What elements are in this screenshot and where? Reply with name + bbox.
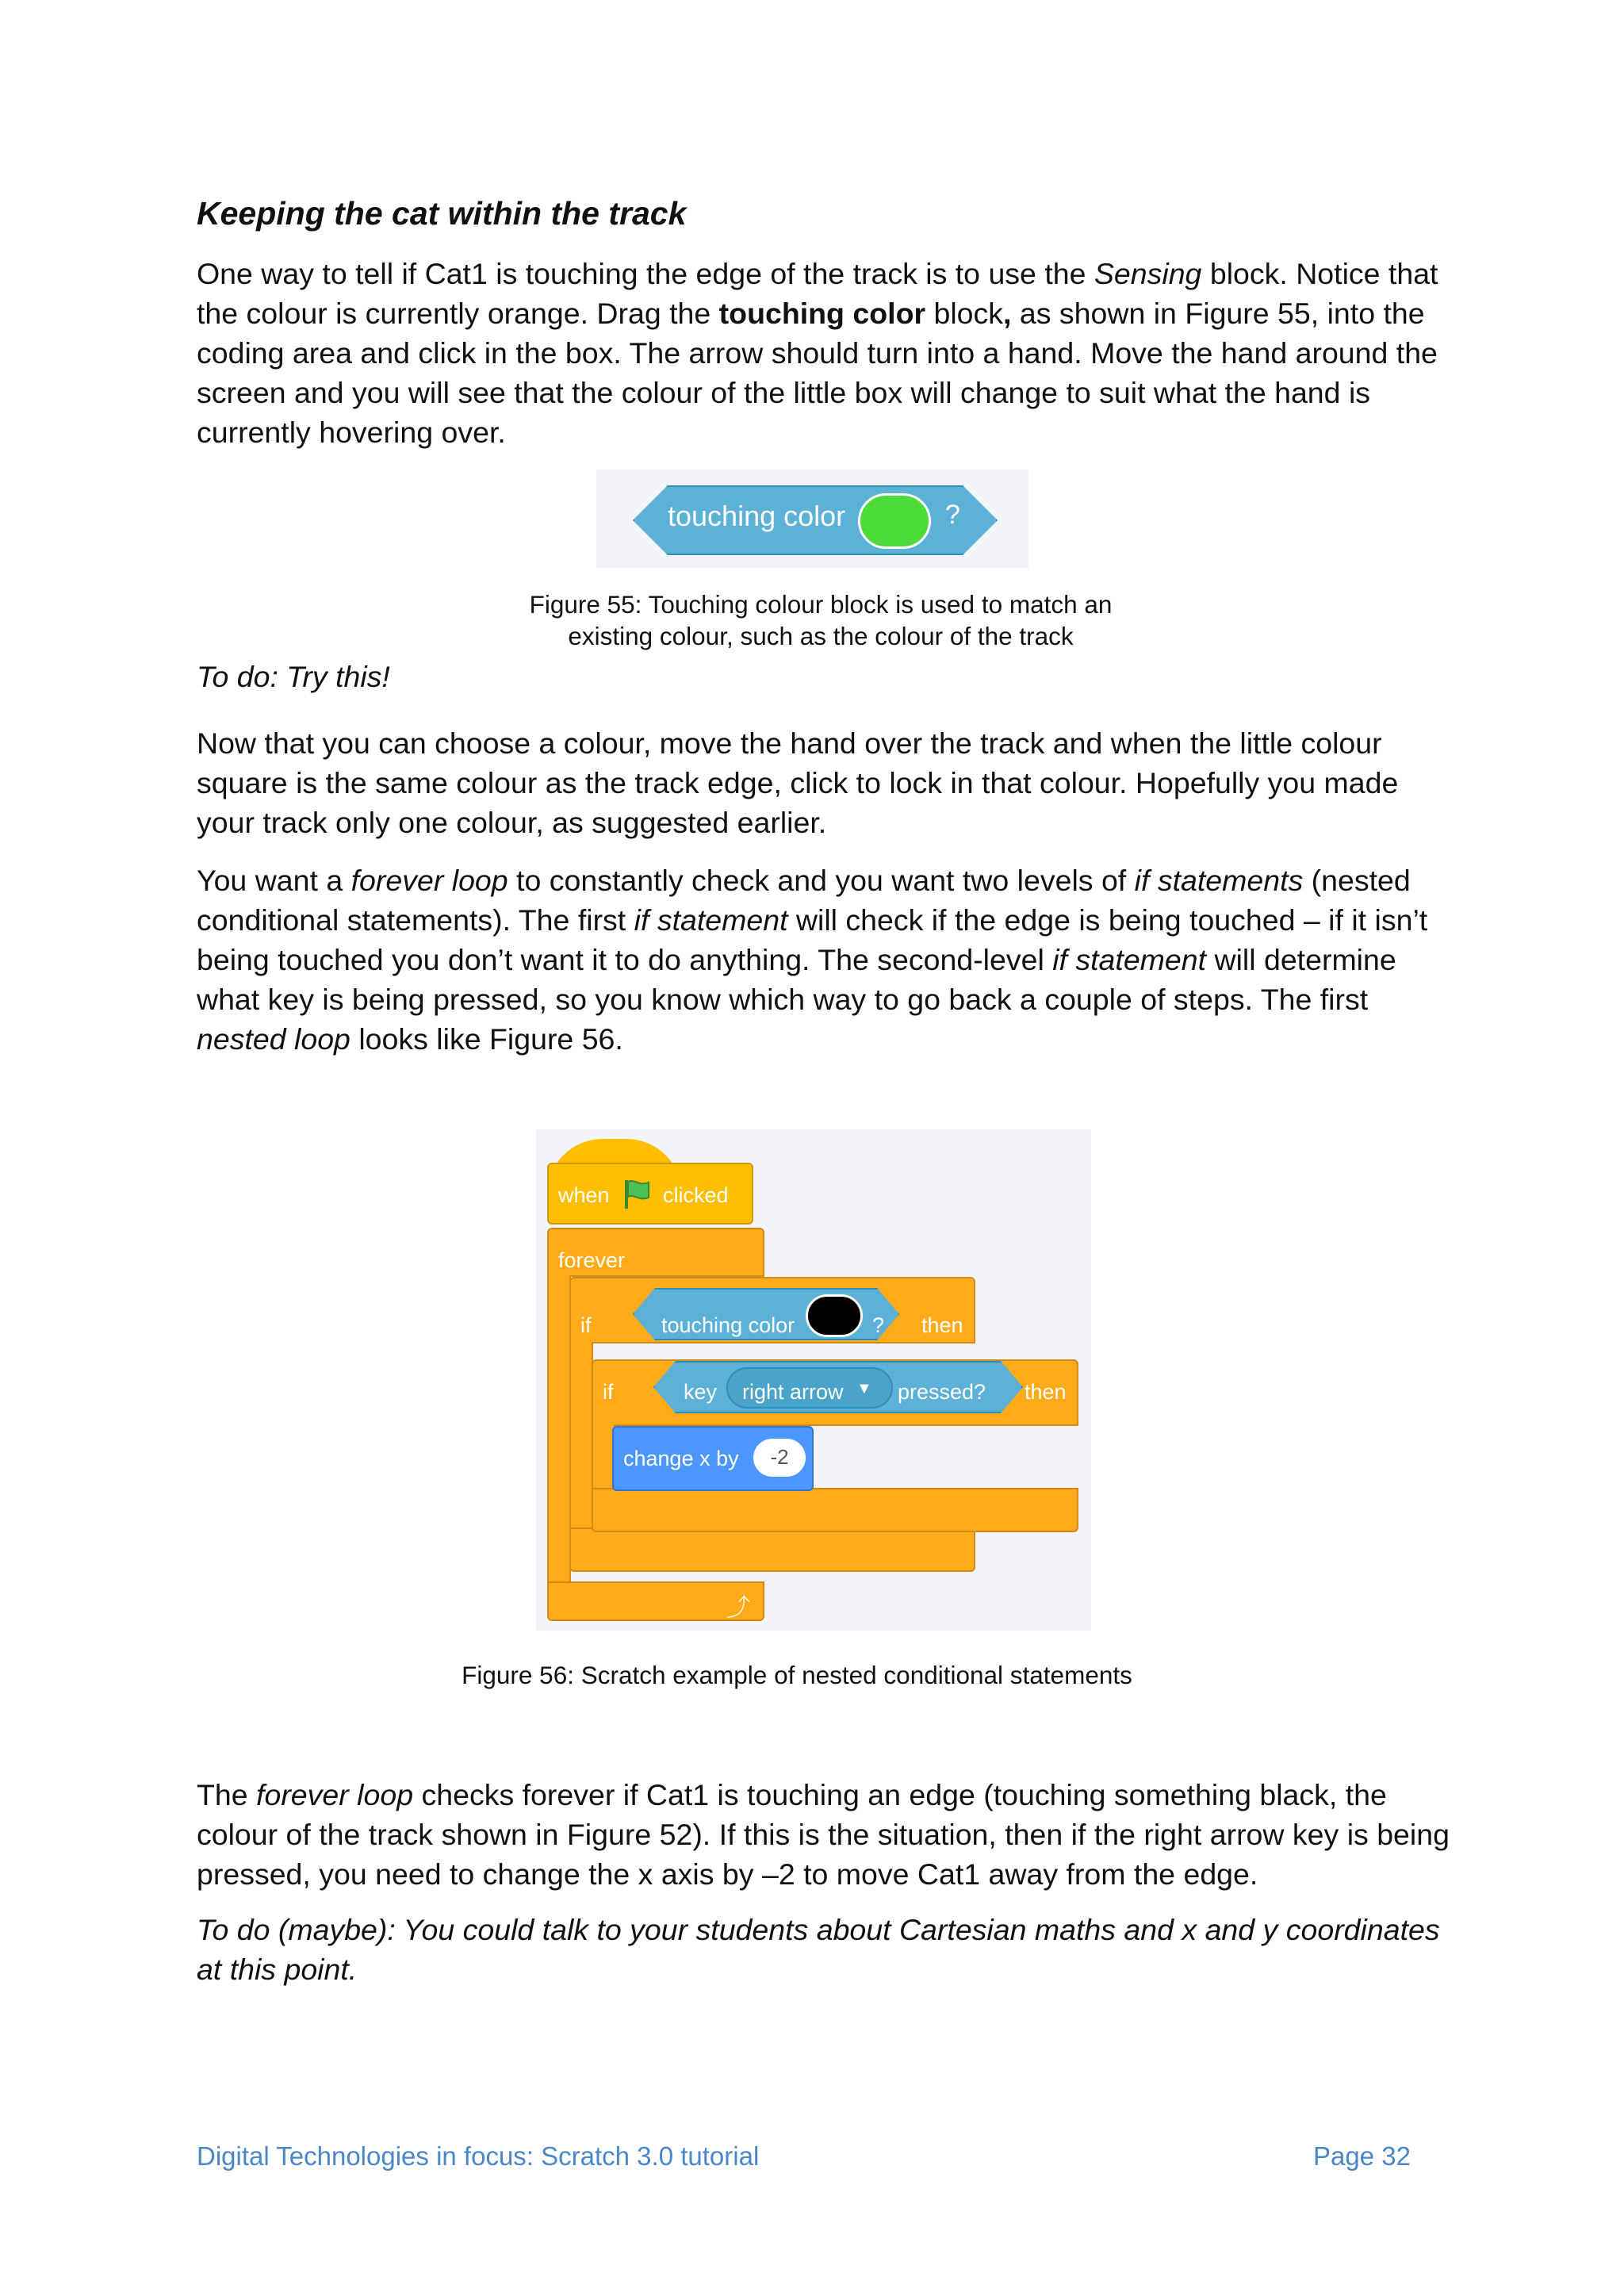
figure-55-caption <box>476 588 1166 652</box>
pressed-label: pressed? <box>898 1380 986 1404</box>
dropdown-arrow-icon: ▼ <box>856 1380 872 1397</box>
text-run: (nested conditional statements). The first <box>197 864 1411 937</box>
emphasis-if-statements: if statements <box>1134 864 1304 897</box>
todo-try-this: To do: Try this! <box>197 660 390 693</box>
text-run: One way to tell if Cat1 is touching the edge of the track is to use the <box>197 257 1094 290</box>
emphasis-if-statement: if statement <box>634 903 788 937</box>
text-run: will determine what key is being pressed, so you know which way to go back a couple of steps. The first <box>197 943 1396 1016</box>
clicked-label: clicked <box>663 1183 729 1207</box>
text-run: will check if the edge is being touched – if it isn’t being touched you don’t want it to do anything. The second-level <box>197 903 1428 976</box>
forever-label: forever <box>558 1248 626 1272</box>
if-label: if <box>580 1313 592 1337</box>
if-block-outer-arm <box>569 1342 593 1529</box>
green-flag-icon <box>622 1179 652 1210</box>
touching-color-label: touching color <box>661 1313 795 1337</box>
paragraph-choose-colour: Now that you can choose a colour, move the hand over the track and when the little colour square is the same colour as the track edge, click to lock in that colour. Hopefully you made your track only one colour, as suggested earlier. <box>197 726 1399 839</box>
figure-56-scratch-script <box>536 1129 1091 1631</box>
text-run: block. Notice that the colour is currently orange. Drag the <box>197 257 1438 330</box>
text-run: looks like Figure 56. <box>350 1022 623 1056</box>
change-x-by-label: change x by <box>623 1447 739 1470</box>
paragraph-forever-checks <box>197 1775 1450 1894</box>
if-block-outer-bottom <box>569 1527 975 1572</box>
text-run: block <box>925 297 1004 330</box>
text-run: The <box>197 1778 257 1811</box>
then-label: then <box>1025 1380 1067 1404</box>
text-run: to constantly check and you want two levels of <box>508 864 1135 897</box>
todo-maybe: To do (maybe): You could talk to your students about Cartesian maths and x and y coordinates at this point. <box>197 1913 1440 1986</box>
when-label: when <box>558 1183 610 1207</box>
green-color-swatch <box>858 493 931 549</box>
change-value-input: -2 <box>753 1439 806 1477</box>
caption-line: Figure 55: Touching colour block is used to match an <box>529 590 1113 619</box>
question-mark: ? <box>872 1313 885 1337</box>
text-run: You want a <box>197 864 351 897</box>
key-label: key <box>684 1380 718 1404</box>
if-block-inner-bottom <box>592 1488 1078 1532</box>
question-mark: ? <box>945 500 960 530</box>
bold-comma: , <box>1003 297 1012 330</box>
emphasis-sensing: Sensing <box>1094 257 1202 290</box>
emphasis-forever-loop: forever loop <box>256 1778 414 1811</box>
dropdown-value: right arrow <box>742 1380 844 1404</box>
sensing-block-label: touching color <box>668 500 846 532</box>
emphasis-if-statement: if statement <box>1052 943 1207 976</box>
text-run: checks forever if Cat1 is touching an edge (touching something black, the colour of the track shown in Figure 52). If this is the situation, then if the right arrow key is being pressed, you need to change the x axis by –2 to move Cat1 away from the edge. <box>197 1778 1450 1891</box>
emphasis-nested-loop: nested loop <box>197 1022 350 1056</box>
footer-title: Digital Technologies in focus: Scratch 3.0 tutorial <box>197 2141 760 2171</box>
black-color-swatch <box>806 1294 863 1337</box>
loop-arrow-icon: ⤴ <box>726 1595 750 1621</box>
bold-touching-color: touching color <box>718 297 926 330</box>
text-run: as shown in Figure 55, into the coding area and click in the box. The arrow should turn into a hand. Move the hand around the screen and you will see that the colour of the little box will change to suit what the hand is currently hovering over. <box>197 297 1438 449</box>
figure-56-caption: Figure 56: Scratch example of nested conditional statements <box>462 1661 1132 1689</box>
if-label: if <box>603 1380 614 1404</box>
then-label: then <box>921 1313 963 1337</box>
figure-55-touching-color-block <box>596 470 1028 568</box>
paragraph-sensing <box>197 254 1450 452</box>
emphasis-forever-loop: forever loop <box>350 864 508 897</box>
caption-line: existing colour, such as the colour of the track <box>568 622 1074 650</box>
paragraph-forever-loop <box>197 861 1450 1059</box>
section-heading: Keeping the cat within the track <box>197 195 687 232</box>
forever-block-arm <box>547 1275 571 1585</box>
footer-page-number: Page 32 <box>1313 2141 1411 2171</box>
